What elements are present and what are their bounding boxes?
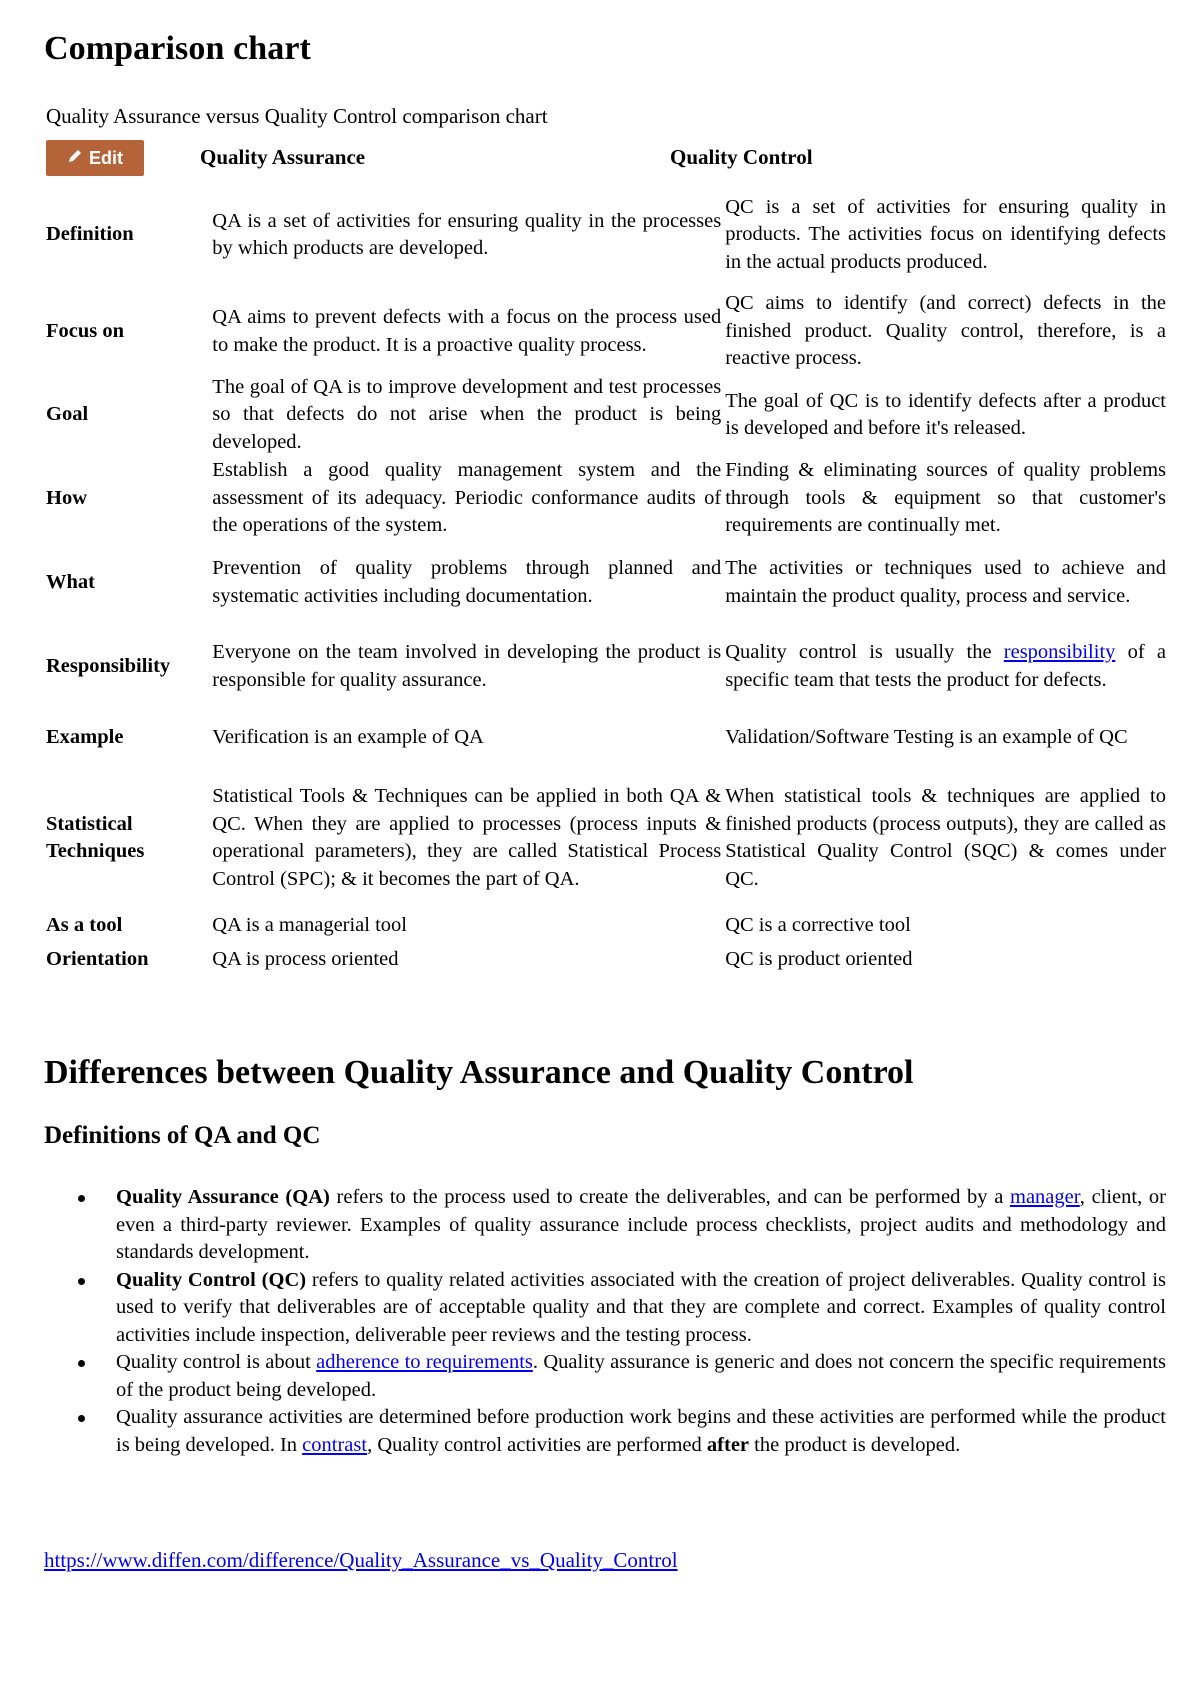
- column-header-qa: Quality Assurance: [200, 145, 366, 169]
- qc-cell: The goal of QC is to identify defects after a product is developed and before it's released.: [725, 389, 1166, 439]
- list-text: Quality assurance activities are determined before production work begins and these activities are performed while the product is being developed. In: [116, 1406, 1166, 1456]
- bold-term: after: [706, 1433, 750, 1456]
- qc-cell: QC aims to identify (and correct) defects in the finished product. Quality control, therefore, is a reactive process.: [725, 292, 1166, 370]
- definitions-list: [44, 1184, 1166, 1459]
- table-row: [44, 708, 1166, 768]
- row-label: Orientation: [46, 948, 149, 970]
- bullet-icon: [78, 1195, 85, 1202]
- row-label: As a tool: [46, 914, 123, 936]
- responsibility-link[interactable]: responsibility: [1003, 641, 1116, 663]
- table-row: [44, 373, 1166, 457]
- qc-cell: QC is a corrective tool: [725, 914, 911, 936]
- adherence-link[interactable]: adherence to requirements: [316, 1351, 533, 1373]
- qc-cell: QC is product oriented: [725, 948, 913, 970]
- list-text: refers to the process used to create the deliverables, and can be performed by a: [329, 1186, 1010, 1208]
- table-row: [44, 768, 1166, 908]
- qa-cell: QA is a set of activities for ensuring quality in the processes by which products are developed.: [212, 209, 722, 259]
- qa-cell: QA aims to prevent defects with a focus on the process used to make the product. It is a proactive quality process.: [212, 306, 722, 356]
- qa-cell: QA is process oriented: [212, 948, 399, 970]
- list-text: , client, or even a third-party reviewer. Examples of quality assurance include process checklists, project audits and methodology and standards development.: [116, 1186, 1166, 1263]
- qc-cell: The activities or techniques used to achieve and maintain the product quality, process and service.: [725, 557, 1166, 607]
- qc-cell-text: Quality control is usually the: [725, 641, 1004, 663]
- table-row: [44, 180, 1166, 290]
- bullet-icon: [78, 1415, 85, 1422]
- list-text: the product is developed.: [749, 1433, 961, 1456]
- qa-cell: The goal of QA is to improve development and test processes so that defects do not arise when the product is being developed.: [212, 375, 722, 453]
- qc-cell: When statistical tools & techniques are applied to finished products (process outputs), they are called as Statistical Quality Control (SQC) & comes under QC.: [725, 785, 1166, 890]
- manager-link[interactable]: manager: [1010, 1186, 1080, 1208]
- row-label: Goal: [46, 403, 89, 426]
- table-row: [44, 908, 1166, 942]
- bold-term: Quality Control (QC): [116, 1268, 307, 1291]
- qc-cell: QC is a set of activities for ensuring quality in products. The activities focus on identifying defects in the actual products produced.: [725, 195, 1166, 273]
- table-row: [44, 625, 1166, 708]
- contrast-link[interactable]: contrast: [302, 1433, 368, 1456]
- qa-cell: QA is a managerial tool: [212, 914, 407, 936]
- bullet-icon: [78, 1360, 85, 1367]
- row-label: Example: [46, 726, 124, 749]
- list-text: , Quality control activities are performed: [367, 1433, 707, 1456]
- row-label: Responsibility: [46, 654, 171, 677]
- section-title: Differences between Quality Assurance and Quality Control: [44, 1054, 914, 1091]
- list-item: [44, 1184, 1166, 1267]
- row-label: Focus on: [46, 319, 125, 342]
- qa-cell: Establish a good quality management system and the assessment of its adequacy. Periodic conformance audits of the operations of the system.: [212, 459, 722, 537]
- source-url: [44, 1548, 678, 1573]
- subsection-title: Definitions of QA and QC: [44, 1122, 321, 1149]
- qc-cell-text: of a specific team that tests the product for defects.: [725, 641, 1166, 691]
- list-text: refers to quality related activities associated with the creation of project deliverables. Quality control is used to verify that deliverables are of acceptable quality and that they are complete and correct. Examples of quality control activities include inspection, deliverable peer reviews and the testing process.: [116, 1268, 1166, 1346]
- list-item: [44, 1267, 1166, 1350]
- list-item: [44, 1349, 1166, 1404]
- table-row: [44, 540, 1166, 625]
- table-caption: Quality Assurance versus Quality Control comparison chart: [46, 104, 548, 128]
- pencil-icon: [67, 148, 83, 169]
- comparison-table: [44, 180, 1166, 976]
- qa-cell: Prevention of quality problems through planned and systematic activities including documentation.: [212, 557, 722, 607]
- list-text: . Quality assurance is generic and does not concern the specific requirements of the product being developed.: [116, 1351, 1166, 1401]
- bold-term: Quality Assurance (QA): [116, 1186, 330, 1208]
- source-link[interactable]: https://www.diffen.com/difference/Quality_Assurance_vs_Quality_Control: [44, 1548, 678, 1572]
- table-row: [44, 457, 1166, 540]
- row-label: What: [46, 570, 95, 593]
- list-item: [44, 1404, 1166, 1459]
- qa-cell: Statistical Tools & Techniques can be applied in both QA & QC. When they are applied to processes (process inputs & operational parameters), they are called Statistical Process Control (SPC); & it becomes the part of QA.: [212, 785, 722, 890]
- edit-button[interactable]: [46, 140, 144, 176]
- list-text: Quality control is about: [116, 1351, 317, 1373]
- qc-cell: Finding & eliminating sources of quality problems through tools & equipment so that customer's requirements are continually met.: [725, 459, 1166, 537]
- edit-button-label: Edit: [89, 147, 123, 168]
- table-row: [44, 290, 1166, 373]
- qc-cell: [725, 625, 1166, 708]
- qa-cell: Verification is an example of QA: [212, 726, 484, 749]
- row-label: Definition: [46, 223, 134, 246]
- column-header-qc: Quality Control: [670, 145, 813, 169]
- table-row: [44, 942, 1166, 976]
- row-label: How: [46, 486, 87, 509]
- page-title: Comparison chart: [44, 30, 311, 67]
- bullet-icon: [78, 1278, 85, 1285]
- qa-cell: Everyone on the team involved in developing the product is responsible for quality assurance.: [212, 641, 722, 691]
- row-label: Statistical Techniques: [46, 812, 145, 862]
- qc-cell: Validation/Software Testing is an example of QC: [725, 726, 1128, 749]
